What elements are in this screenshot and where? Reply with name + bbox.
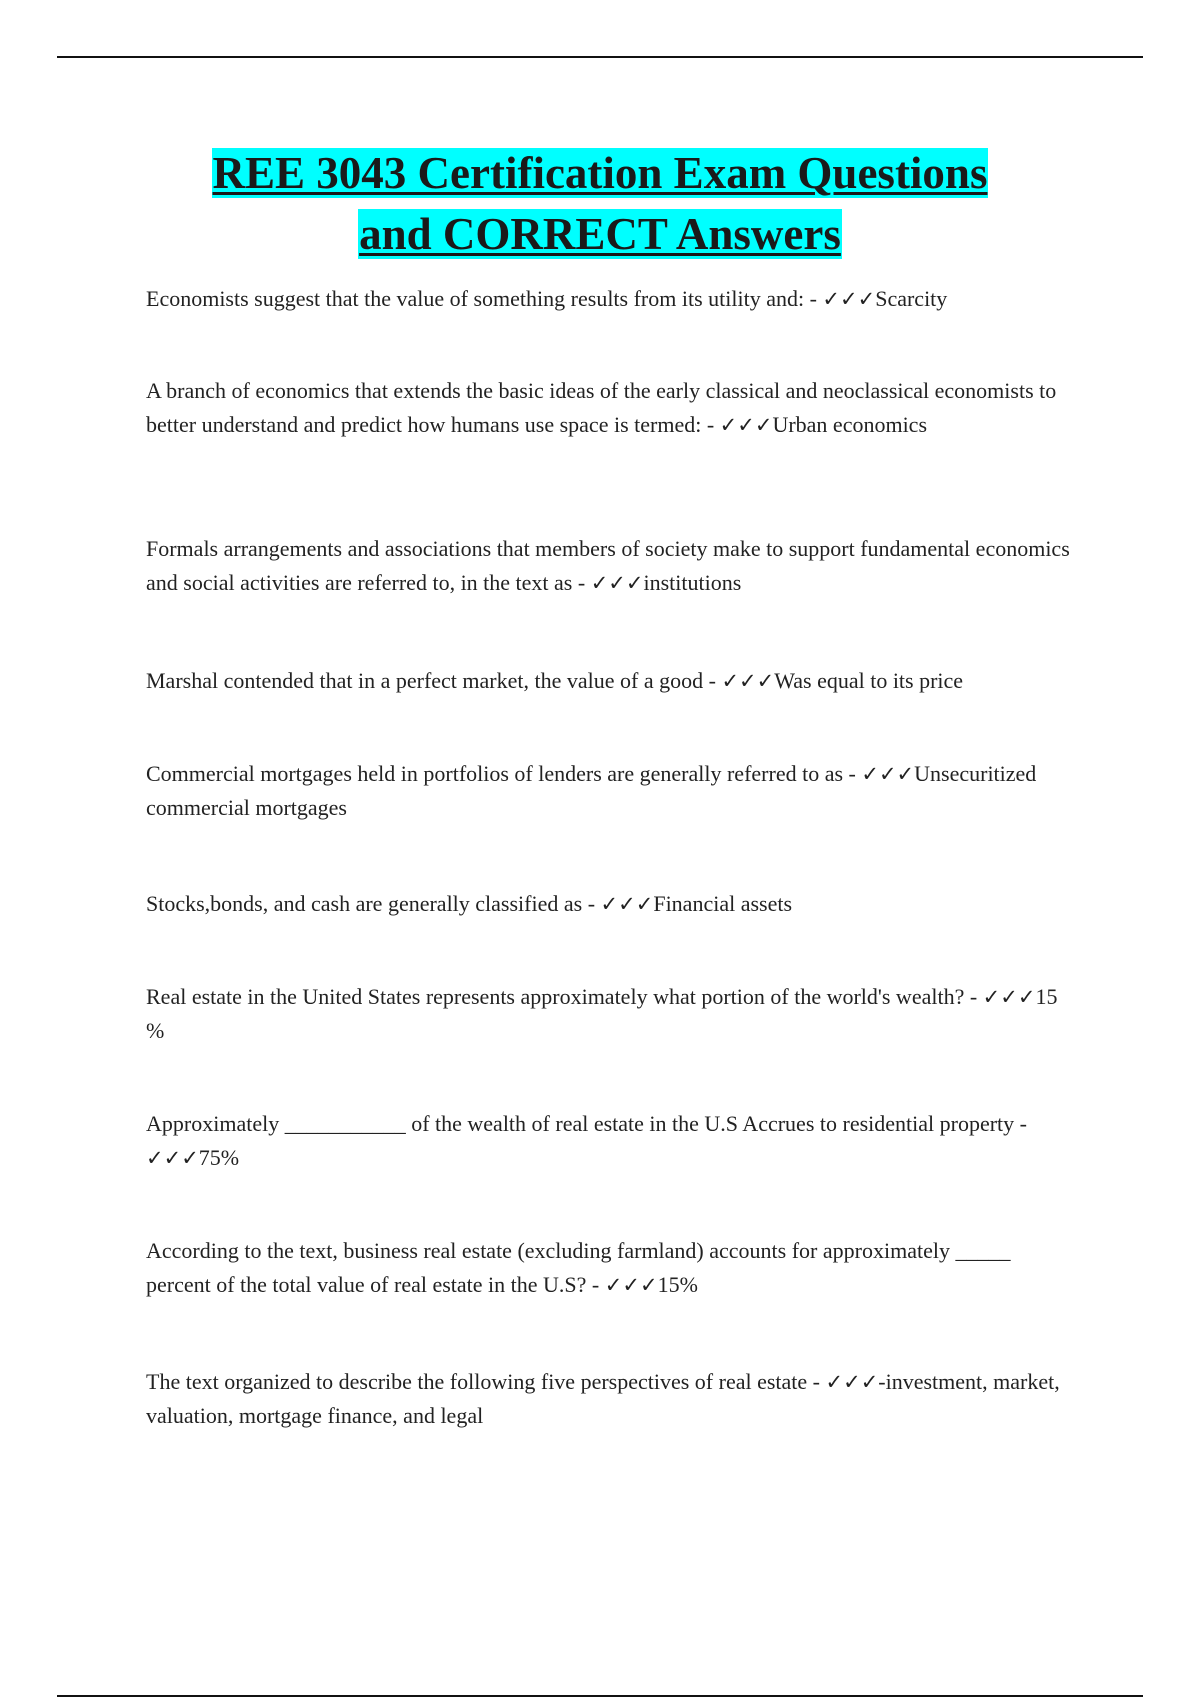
- footer-rule: [57, 1695, 1143, 1697]
- answer-text: institutions: [643, 570, 742, 595]
- qa-item: [146, 1234, 1076, 1302]
- checkmark-icon: ✓✓✓: [822, 287, 876, 311]
- checkmark-icon: ✓✓✓: [604, 1273, 658, 1297]
- answer-text: Urban economics: [772, 412, 928, 437]
- answer-text: 75%: [198, 1145, 240, 1170]
- document-title: [60, 143, 1140, 265]
- answer-text: 15%: [657, 1272, 698, 1297]
- qa-item: [146, 374, 1076, 442]
- title-line-1: REE 3043 Certification Exam Questions: [212, 148, 988, 198]
- answer-text: -investment, market, valuation, mortgage finance, and legal: [146, 1369, 1060, 1428]
- question-text: Marshal contended that in a perfect market, the value of a good -: [146, 668, 722, 693]
- checkmark-icon: ✓✓✓: [600, 892, 654, 916]
- question-text: A branch of economics that extends the basic ideas of the early classical and neoclassical economists to better understand and predict how humans use space is termed: -: [146, 378, 1057, 437]
- checkmark-icon: ✓✓✓: [719, 413, 773, 437]
- title-line-2: and CORRECT Answers: [359, 209, 841, 259]
- qa-item: [146, 664, 1076, 698]
- qa-item: [146, 282, 1076, 316]
- answer-text: Was equal to its price: [774, 668, 964, 693]
- question-text: Stocks,bonds, and cash are generally classified as -: [146, 891, 601, 916]
- question-text: Real estate in the United States represents approximately what portion of the world's wealth? -: [146, 984, 983, 1009]
- checkmark-icon: ✓✓✓: [982, 985, 1036, 1009]
- answer-text: Financial assets: [653, 891, 793, 916]
- qa-item: [146, 532, 1076, 600]
- qa-item: [146, 1107, 1076, 1175]
- checkmark-icon: ✓✓✓: [825, 1370, 879, 1394]
- qa-item: [146, 980, 1076, 1048]
- answer-text: Unsecuritized commercial mortgages: [146, 761, 1037, 820]
- qa-item: [146, 757, 1076, 825]
- question-text: Economists suggest that the value of something results from its utility and: -: [146, 286, 823, 311]
- checkmark-icon: ✓✓✓: [146, 1146, 199, 1170]
- header-rule: [57, 56, 1143, 58]
- checkmark-icon: ✓✓✓: [861, 762, 915, 786]
- question-text: According to the text, business real estate (excluding farmland) accounts for approximately _____ percent of the total value of real estate in the U.S? -: [146, 1238, 1011, 1297]
- checkmark-icon: ✓✓✓: [721, 669, 775, 693]
- question-text: The text organized to describe the following five perspectives of real estate -: [146, 1369, 826, 1394]
- question-text: Formals arrangements and associations that members of society make to support fundamental economics and social activities are referred to, in the text as -: [146, 536, 1070, 595]
- answer-text: 15 %: [146, 984, 1058, 1043]
- checkmark-icon: ✓✓✓: [590, 571, 644, 595]
- qa-item: [146, 887, 1076, 921]
- question-text: Commercial mortgages held in portfolios of lenders are generally referred to as -: [146, 761, 862, 786]
- answer-text: Scarcity: [875, 286, 948, 311]
- question-text: Approximately ___________ of the wealth of real estate in the U.S Accrues to residential property -: [146, 1111, 1027, 1136]
- qa-item: [146, 1365, 1076, 1433]
